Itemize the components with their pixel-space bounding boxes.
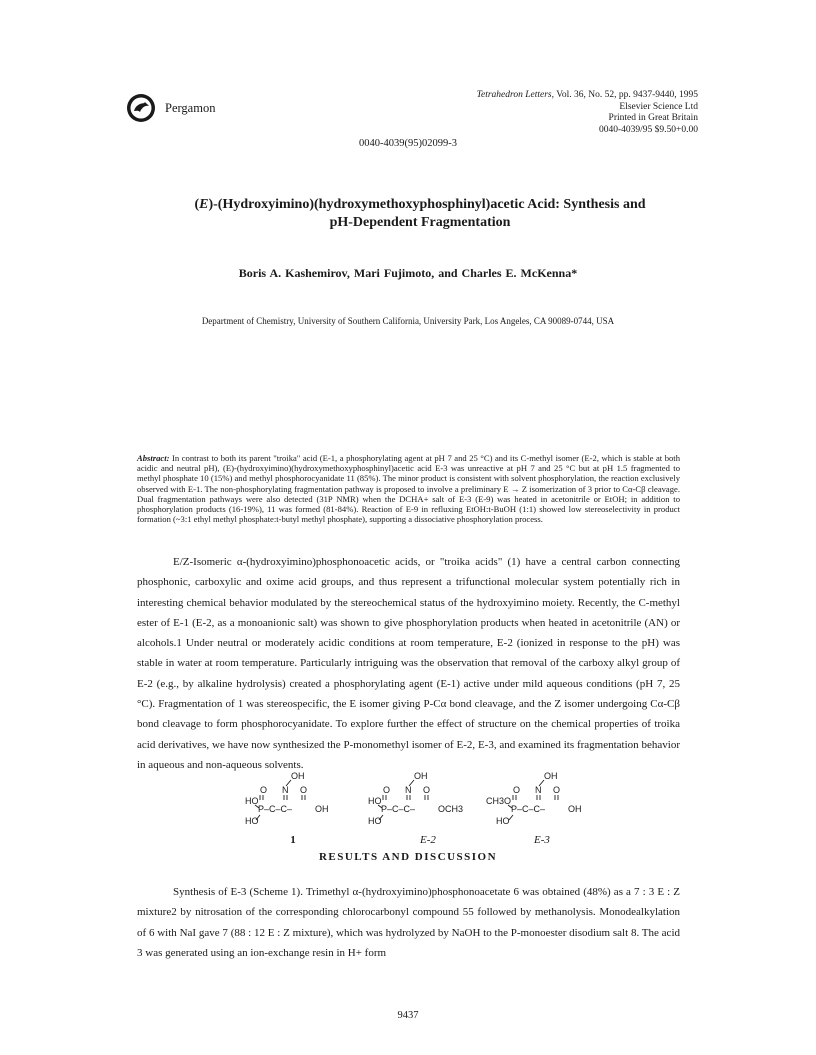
title-prefix: ( bbox=[194, 197, 200, 212]
svg-text:O: O bbox=[553, 785, 561, 795]
structure-E2-right: OCH3 bbox=[438, 804, 464, 814]
svg-text:N: N bbox=[535, 785, 542, 795]
section-heading: RESULTS AND DISCUSSION bbox=[318, 851, 498, 863]
svg-text:N: N bbox=[282, 785, 289, 795]
pergamon-logo bbox=[126, 93, 156, 123]
structure-1 bbox=[245, 770, 355, 830]
publisher-name: Pergamon bbox=[165, 101, 216, 115]
journal-details: , Vol. 36, No. 52, pp. 9437-9440, 1995 bbox=[551, 90, 698, 100]
printed-line: Printed in Great Britain bbox=[608, 113, 698, 123]
svg-text:O: O bbox=[300, 785, 308, 795]
results-paragraph: Synthesis of E-3 (Scheme 1). Trimethyl α-(hydroxyimino)phosphonoacetate 6 was obtained (48%) as a 7 : 3 E : Z mixture2 by nitrosation of the corresponding chlorocarbonyl compound 55 followed by methanolysis. Monodealkylation of 6 with NaI gave 7 (88 : 12 E : Z mixture), which was hydrolyzed by NaOH to the P-monoester disodium salt 8. The acid 3 was generated using an ion-exchange resin in H+ form bbox=[137, 886, 680, 959]
svg-text:OH: OH bbox=[544, 771, 558, 781]
svg-text:OH: OH bbox=[414, 771, 428, 781]
svg-text:P–C–C–: P–C–C– bbox=[258, 804, 293, 814]
structure-E2 bbox=[368, 770, 488, 830]
structure-1-left: HO bbox=[245, 796, 259, 806]
svg-text:N: N bbox=[405, 785, 412, 795]
doi: 0040-4039(95)02099-3 bbox=[359, 138, 457, 149]
structure-E3-left2: HO bbox=[496, 816, 510, 826]
svg-text:O: O bbox=[260, 785, 268, 795]
title-italic: E bbox=[199, 197, 209, 212]
journal-info bbox=[398, 90, 698, 136]
structure-E3-right: OH bbox=[568, 804, 582, 814]
structure-E3 bbox=[486, 770, 606, 830]
abstract-heading: Abstract: bbox=[137, 453, 170, 463]
structure-1-left2: HO bbox=[245, 816, 259, 826]
svg-text:OH: OH bbox=[291, 771, 305, 781]
affiliation: Department of Chemistry, University of Southern California, University Park, Los Angeles, CA 90089-0744, USA bbox=[201, 316, 615, 326]
svg-text:O: O bbox=[423, 785, 431, 795]
structure-label-E2: E-2 bbox=[420, 834, 436, 846]
issn-price: 0040-4039/95 $9.50+0.00 bbox=[598, 124, 698, 135]
structure-1-right: OH bbox=[315, 804, 329, 814]
svg-text:P–C–C–: P–C–C– bbox=[511, 804, 546, 814]
paper-title bbox=[120, 196, 720, 232]
authors: Boris A. Kashemirov, Mari Fujimoto, and Charles E. McKenna* bbox=[238, 266, 578, 280]
svg-text:P–C–C–: P–C–C– bbox=[381, 804, 416, 814]
intro-paragraph: E/Z-Isomeric α-(hydroxyimino)phosphonoacetic acids, or "troika acids" (1) have a central carbon connecting phosphonic, carboxylic and oxime acid groups, and thus represent a trifunctional molecular system potentially rich in interesting chemical behavior modulated by the stereochemical status of the hydroxyimino moiety. Recently, the C-methyl ester of E-1 (E-2, as a monoanionic salt) was shown to give phosphorylation products when heated in acetonitrile (AN) or alcohols.1 Under neutral or moderately acidic conditions at room temperature, E-2 (ionized in response to the pH) was stable in water at room temperature. Particularly intriguing was the observation that removal of the carboxy alkyl group of E-2 (e.g., by alkaline hydrolysis) created a phosphorylating agent (E-1) active under mild aqueous conditions (pH 7, 25 °C). Fragmentation of 1 was stereospecific, the E isomer giving P-Cα bond cleavage, and the Z isomer undergoing Cα-Cβ bond cleavage to form phosphorocyanidate. To explore further the effect of structure on the chemical properties of troika acid derivatives, we have now synthesized the P-monomethyl isomer of E-2, E-3, and examined its fragmentation behavior in aqueous and non-aqueous solvents. bbox=[137, 556, 680, 771]
title-line2: pH-Dependent Fragmentation bbox=[329, 215, 511, 230]
abstract bbox=[137, 453, 680, 524]
page-number: 9437 bbox=[397, 1010, 419, 1021]
journal-citation: Tetrahedron Letters bbox=[476, 90, 552, 100]
structure-E2-left: HO bbox=[368, 796, 382, 806]
svg-text:O: O bbox=[513, 785, 521, 795]
structure-E2-left2: HO bbox=[368, 816, 382, 826]
structure-label-E3: E-3 bbox=[534, 834, 550, 846]
publisher-line: Elsevier Science Ltd bbox=[619, 101, 698, 112]
structure-label-1: 1 bbox=[290, 834, 296, 846]
svg-text:O: O bbox=[383, 785, 391, 795]
abstract-text: In contrast to both its parent "troika" acid (E-1, a phosphorylating agent at pH 7 and 25 °C) and its C-methyl isomer (E-2, which is stable at both acidic and neutral pH), (E)-(hydroxyimino)(hydroxymethoxyphosphinyl)acetic acid E-3 was unreactive at pH 7 and 25 °C but at pH 1.5 fragmented to methyl phosphate 10 (15%) and methyl phosphorocyanidate 11 (85%). The minor product is consistent with solvent phosphorylation, the reaction exclusively observed with E-1. The non-phosphorylating fragmentation pathway is proposed to involve a preliminary E → Z isomerization of 3 prior to Cα-Cβ cleavage. Dual fragmentation pathways were also detected (31P NMR) when the DCHA+ salt of E-3 (E-9) was heated in acetonitrile or EtOH; in addition to phosphorylation products (16-19%), 11 was formed (81-84%). Reaction of E-9 in refluxing EtOH:t-BuOH (1:1) showed low stereoselectivity in product formation (~3:1 ethyl methyl phosphate:t-butyl methyl phosphate), supporting a dissociative phosphorylation process. bbox=[137, 453, 680, 525]
structure-E3-left: CH3O bbox=[486, 796, 512, 806]
title-rest: )-(Hydroxyimino)(hydroxymethoxyphosphinyl)acetic Acid: Synthesis and bbox=[208, 197, 646, 212]
